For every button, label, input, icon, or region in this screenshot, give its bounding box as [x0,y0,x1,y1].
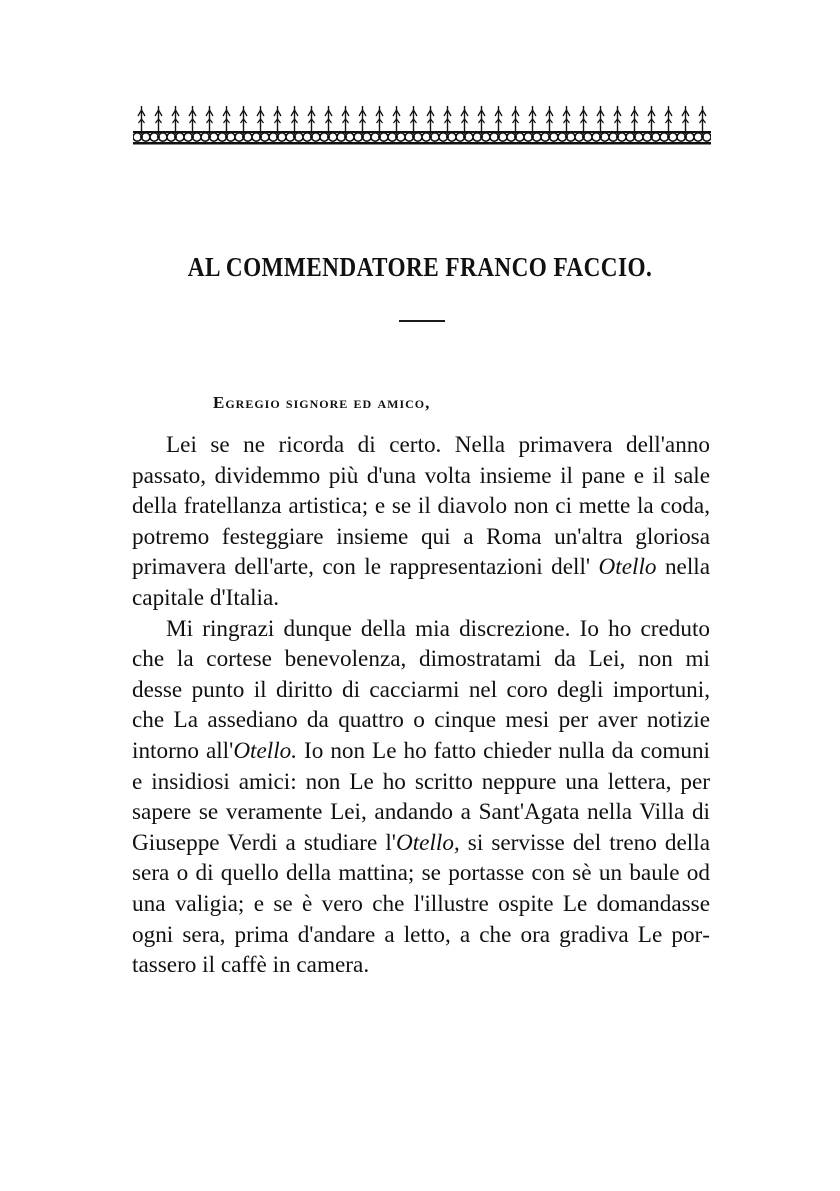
work-title: Otello [598,554,657,581]
salutation: Egregio signore ed amico, [213,393,431,412]
letter-title: AL COMMENDATORE FRANCO FACCIO. [187,252,653,282]
work-title: Otello, [395,829,460,856]
work-title: Otello. [233,737,298,764]
letter-body [132,430,710,981]
paragraph: Lei se ne ricorda di certo. Nella primavera dell'anno passato, dividemmo più d'una volta insieme il pane e il sale della fratellanza artistica; e se il diavolo non ci mette la coda, potremo festeggiare insieme qui a Roma un'altra gloriosa primavera dell'arte, con le rappresentazioni dell' Otello nella capitale d'Italia. [132,432,711,611]
paragraph: Mi ringrazi dunque della mia discrezione. Io ho creduto che la cortese benevolenza, dimostratami da Lei, non mi desse punto il diritto di cacciarmi nel coro degli importuni, che La assediano da quattro o cinque mesi per aver notizie intorno all'Otello. Io non Le ho fatto chieder nulla da comuni e insidiosi amici: non Le ho scritto neppure una lettera, per sapere se veramente Lei, andando a Sant'Agata nella Villa di Giuseppe Verdi a studiare l'Otello, si servisse del treno della sera o di quello della mattina; se portasse con sè un baule od una valigia; e se è vero che l'illustre ospite Le domandasse ogni sera, prima d'andare a letto, a che ora gradiva Le portassero il caffè in camera. [132,615,710,979]
title-divider [399,320,445,322]
decorative-border-icon [133,104,711,146]
